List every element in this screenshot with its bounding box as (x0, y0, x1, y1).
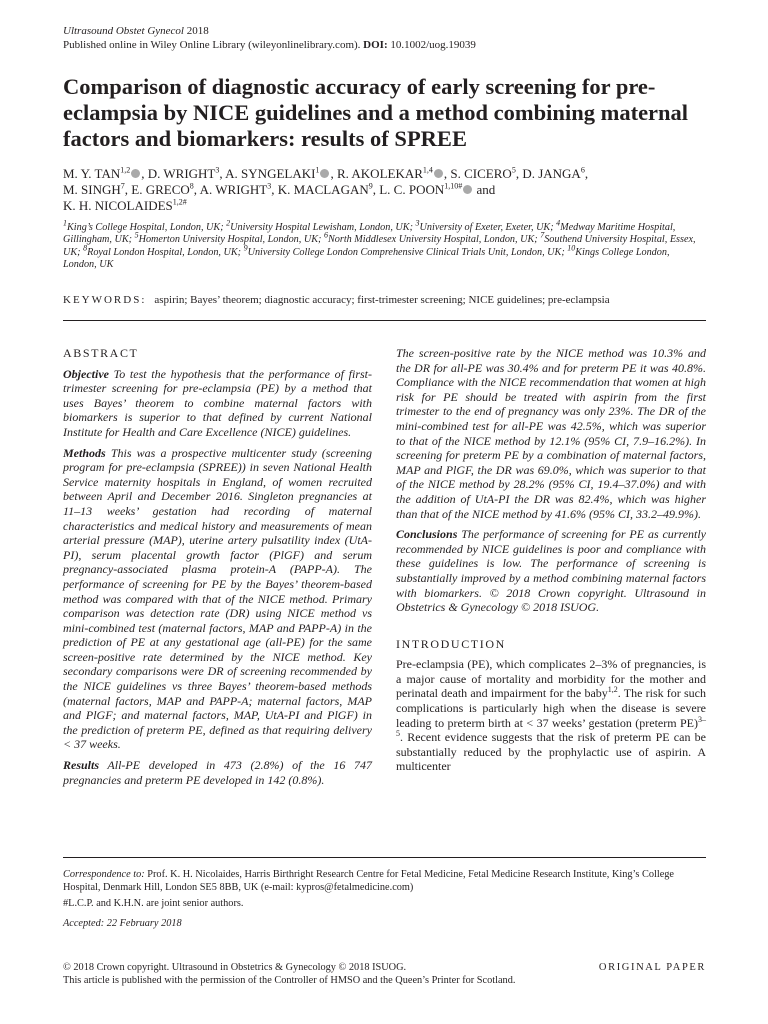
affiliation-number: 7 (540, 230, 545, 240)
affiliation-text: Homerton University Hospital, London, UK; (138, 234, 324, 246)
intro-ref-1: 1,2 (607, 685, 618, 695)
author-name: K. MACLAGAN (277, 182, 369, 197)
author-name: K. H. NICOLAIDES (63, 198, 173, 213)
accepted-date: Accepted: 22 February 2018 (63, 918, 182, 929)
author-affiliation-ref: 1,2 (120, 165, 131, 175)
abstract-heading: ABSTRACT (63, 346, 139, 360)
author-name: M. SINGH (63, 182, 121, 197)
keywords (63, 294, 713, 307)
objective-label: Objective (63, 366, 109, 381)
author-affiliation-ref: 1 (315, 165, 320, 175)
divider-bottom (63, 857, 706, 858)
affiliation-text: University Hospital Lewisham, London, UK; (230, 222, 416, 233)
abstract-column-right (396, 346, 706, 780)
keywords-text: aspirin; Bayes’ theorem; diagnostic accuracy; first-trimester screening; NICE guidelines; pre-eclampsia (154, 294, 610, 306)
correspondence-text: Prof. K. H. Nicolaides, Harris Birthright Research Centre for Fetal Medicine, Fetal Medicine Research Institute, King’s College Hospital, Denmark Hill, London SE5 8BB, UK (e-mail: kypros@fetalmedicine.com) (63, 869, 675, 893)
author-affiliation-ref: 3 (267, 181, 272, 191)
affiliations (63, 218, 703, 271)
keywords-label: KEYWORDS: (63, 294, 147, 306)
author-name: E. GRECO (131, 182, 190, 197)
author-separator: , (141, 166, 148, 181)
objective-text: To test the hypothesis that the performance of first-trimester screening for pre-eclampsia (PE) by a method that uses Bayes’ theorem to combine maternal factors with biomarkers is superior to that defined by current National Institute for Health and Care Excellence (NICE) guidelines. (63, 366, 373, 439)
abstract-column-left (63, 346, 372, 793)
abstract-methods (63, 446, 372, 752)
affiliation-number: 5 (134, 230, 139, 240)
affiliation-text: University of Exeter, Exeter, UK; (419, 222, 557, 233)
doi: 10.1002/uog.19039 (390, 39, 476, 51)
results-text: All-PE developed in 473 (2.8%) of the 16 747 pregnancies and preterm PE developed in 142 (0.8%). (63, 758, 372, 787)
affiliation-number: 8 (83, 243, 88, 253)
author-list (63, 166, 723, 214)
affiliation-text: Royal London Hospital, London, UK; (87, 246, 244, 258)
affiliation-number: 3 (415, 218, 420, 228)
affiliation-number: 9 (243, 243, 248, 253)
author-affiliation-ref: 1,2# (172, 197, 187, 207)
footer (63, 961, 706, 987)
results-text-continued: The screen-positive rate by the NICE method was 10.3% and the DR for all-PE was 30.4% and for preterm PE it was 40.8%. Compliance with the NICE recommendation that women at high risk for PE should be treated with aspirin from the first trimester to the end of pregnancy was only 23%. The DR of the mini-combined test for all-PE was 42.5%, which was superior to that of the NICE method by 12.1% (95% CI, 7.9–16.2%). In screening for preterm PE by a combination of maternal factors, MAP and PlGF, the DR was 69.0%, which was superior to that of the NICE method by 28.2% (95% CI, 19.4–37.0%) and with the addition of UtA-PI the DR was 82.4%, which was higher than that of the NICE method by 41.6% (95% CI, 33.2–49.9%). (396, 346, 706, 521)
affiliation-text: Southend University Hospital, Essex, UK; (63, 234, 696, 258)
author-separator: , (219, 166, 226, 181)
results-label: Results (63, 758, 100, 773)
author-separator: , (193, 182, 200, 197)
journal-year: 2018 (186, 25, 209, 37)
author-affiliation-ref: 6 (580, 165, 585, 175)
author-name: S. CICERO (450, 166, 512, 181)
author-separator: , (372, 182, 380, 197)
author-name: D. JANGA (522, 166, 581, 181)
author-affiliation-ref: 3 (215, 165, 220, 175)
methods-label: Methods (63, 445, 106, 460)
introduction-heading: INTRODUCTION (396, 636, 506, 651)
footer-copyright: © 2018 Crown copyright. Ultrasound in Obstetrics & Gynecology © 2018 ISUOG. (63, 962, 407, 973)
correspondence-label: Correspondence to: (63, 869, 145, 880)
doi-label: DOI: (363, 39, 388, 51)
author-separator: , (584, 166, 589, 181)
affiliation-text: King’s College Hospital, London, UK; (67, 222, 227, 233)
author-affiliation-ref: 5 (511, 165, 516, 175)
author-name: L. C. POON (379, 182, 445, 197)
author-separator: , (443, 166, 451, 181)
author-separator: , (330, 166, 337, 181)
conclusions-text: The performance of screening for PE as currently recommended by NICE guidelines is poor and compliance with these guidelines is low. The performance of screening is substantially improved by a method combining maternal factors with biomarkers. (396, 527, 707, 600)
author-separator: and (473, 182, 496, 197)
affiliation-text: University College London Comprehensive Clinical Trials Unit, London, UK; (247, 246, 568, 258)
affiliation-text: Medway Maritime Hospital, Gillingham, UK; (63, 222, 676, 246)
author-affiliation-ref: 7 (120, 181, 125, 191)
affiliation-number: 10 (567, 243, 576, 253)
author-name: M. Y. TAN (63, 166, 121, 181)
journal-header (63, 24, 476, 52)
affiliation-text: Kings College London, London, UK (63, 246, 670, 270)
abstract-conclusions (396, 527, 706, 615)
journal-name: Ultrasound Obstet Gynecol (63, 25, 184, 37)
author-separator: , (271, 182, 278, 197)
paper-type: ORIGINAL PAPER (598, 962, 706, 973)
author-name: D. WRIGHT (147, 166, 216, 181)
author-name: A. SYNGELAKI (225, 166, 316, 181)
conclusions-label: Conclusions (396, 527, 458, 542)
joint-authors-note: #L.C.P. and K.H.N. are joint senior authors. (63, 898, 244, 909)
author-affiliation-ref: 1,10# (444, 181, 463, 191)
abstract-objective (63, 367, 372, 440)
affiliation-number: 1 (63, 218, 67, 228)
intro-text-3: . Recent evidence suggests that the risk of preterm PE can be substantially reduced by the prophylactic use of aspirin. A multicenter (396, 730, 706, 774)
author-affiliation-ref: 9 (368, 181, 373, 191)
abstract-results (63, 758, 372, 787)
divider-top (63, 320, 706, 321)
orcid-icon[interactable] (131, 169, 140, 178)
methods-text: This was a prospective multicenter study (screening program for pre-eclampsia (SPREE)) in seven National Health Service maternity hospitals in England, of women recruited between April and December 2016. Singleton pregnancies at 11–13 weeks’ gestation had recording of maternal characteristics and medical history and measurements of mean arterial pressure (MAP), uterine artery pulsatility index (UtA-PI), serum placental growth factor (PlGF) and serum pregnancy-associated plasma protein-A (PAPP-A). The performance of screening for PE by the Bayes’ theorem-based method was compared with that of the NICE method. Primary comparison was detection rate (DR) using NICE method vs mini-combined test (maternal factors, MAP and PAPP-A) in the prediction of PE at any gestational age (all-PE) for the same screen-positive rate determined by the NICE method. Key secondary comparisons were DR of screening recommended by the NICE guidelines vs three Bayes’ theorem-based methods (maternal factors, MAP and PAPP-A; maternal factors, MAP and PlGF; and maternal factors, MAP, UtA-PI and PlGF) in the prediction of preterm PE, defined as that requiring delivery < 37 weeks. (63, 445, 373, 752)
affiliation-number: 6 (323, 230, 328, 240)
affiliation-number: 4 (556, 218, 561, 228)
author-name: A. WRIGHT (199, 182, 268, 197)
abstract-copyright: © 2018 Crown copyright. Ultrasound in Obstetrics & Gynecology © 2018 ISUOG. (396, 585, 706, 615)
published-online: Published online in Wiley Online Library (wileyonlinelibrary.com). (63, 39, 361, 51)
affiliation-text: North Middlesex University Hospital, London, UK; (327, 234, 541, 246)
affiliation-number: 2 (226, 218, 231, 228)
author-name: R. AKOLEKAR (336, 166, 423, 181)
orcid-icon[interactable] (320, 169, 329, 178)
article-title: Comparison of diagnostic accuracy of early screening for pre-eclampsia by NICE guidelines and a method combining maternal factors and biomarkers: results of SPREE (63, 74, 689, 151)
correspondence (63, 868, 706, 913)
footer-permission: This article is published with the permission of the Controller of HMSO and the Queen’s Printer for Scotland. (63, 975, 516, 986)
author-separator: , (124, 182, 132, 197)
author-affiliation-ref: 1,4 (422, 165, 433, 175)
intro-text-2: . The risk for such complications is particularly high when the disease is severe leading to preterm birth at < 37 weeks’ gestation (preterm PE) (396, 686, 706, 730)
author-separator: , (515, 166, 523, 181)
orcid-icon[interactable] (434, 169, 443, 178)
introduction-text (396, 657, 706, 774)
intro-text-1: Pre-eclampsia (PE), which complicates 2–3% of pregnancies, is a major cause of mortality and morbidity for the mother and perinatal death and impairment for the baby (396, 657, 706, 701)
author-affiliation-ref: 8 (189, 181, 194, 191)
intro-ref-2: 3–5 (396, 714, 706, 739)
orcid-icon[interactable] (463, 185, 472, 194)
